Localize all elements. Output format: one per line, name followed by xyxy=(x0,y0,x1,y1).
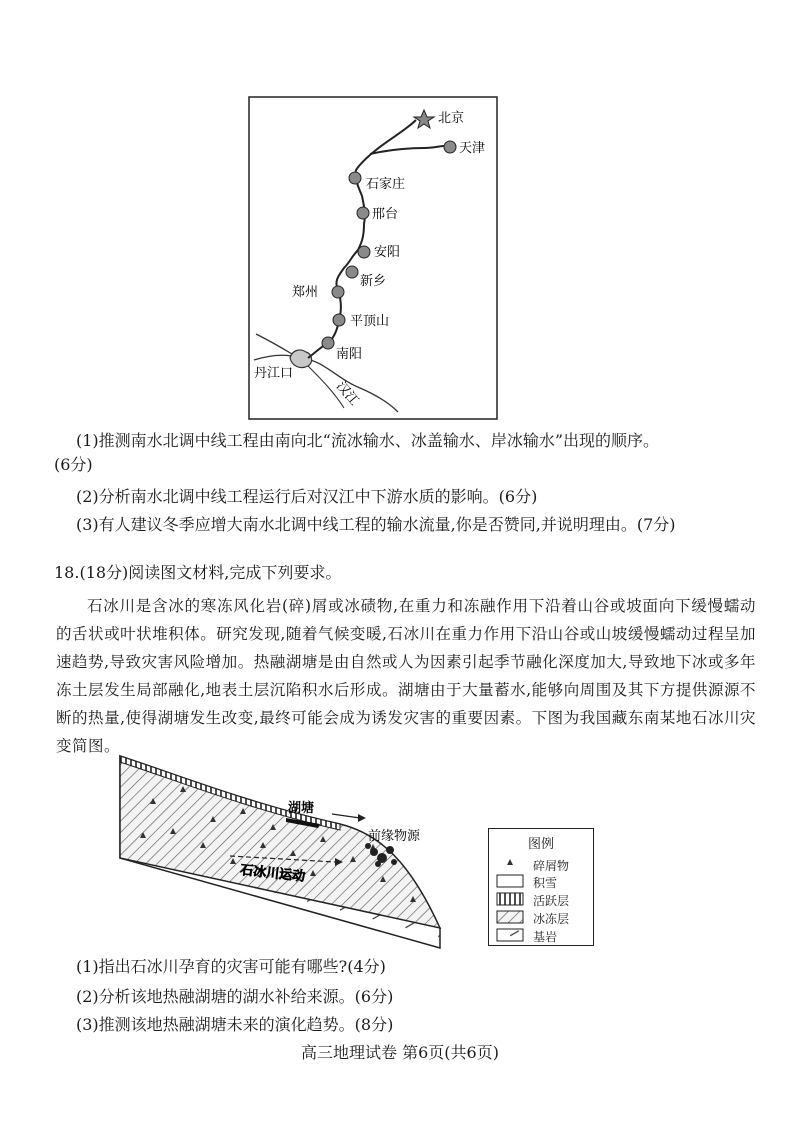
legend-active-icon xyxy=(497,893,523,905)
legend-title: 图例 xyxy=(527,837,554,852)
legend-label-active: 活跃层 xyxy=(533,894,570,908)
zhengzhou-dot xyxy=(332,286,344,298)
q18-part2: (2)分析该地热融湖塘的湖水补给来源。(6分) xyxy=(76,987,394,1006)
legend-label-frozen: 冰冻层 xyxy=(533,912,570,926)
legend-snow-icon xyxy=(497,875,523,887)
anyang-dot xyxy=(358,246,370,258)
q18-header: 18.(18分)阅读图文材料,完成下列要求。 xyxy=(54,563,342,582)
route-map xyxy=(248,96,498,420)
legend-label-snow: 积雪 xyxy=(533,876,558,890)
city-label-nanyang: 南阳 xyxy=(336,347,363,362)
label-lake: 湖塘 xyxy=(288,801,315,816)
q17-part3: (3)有人建议冬季应增大南水北调中线工程的输水流量,你是否赞同,并说明理由。(7分) xyxy=(76,515,676,534)
legend-label-bedrock: 基岩 xyxy=(533,930,558,944)
pingdingshan-dot xyxy=(333,314,345,326)
label-front-source: 前缘物源 xyxy=(368,829,421,844)
nanyang-dot xyxy=(322,337,334,349)
legend-bedrock-icon xyxy=(497,929,523,941)
legend-label-debris: 碎屑物 xyxy=(533,859,570,873)
label-motion: 石冰川运动 xyxy=(239,863,306,885)
q18-material: 石冰川是含冰的寒冻风化岩(碎)屑或冰碛物,在重力和冻融作用下沿着山谷或坡面向下缓慢蠕动的舌状或叶状堆积体。研究发现,随着气候变暖,石冰川在重力作用下沿山谷或山坡缓慢蠕动过程呈加速趋势,导致灾害风险增加。热融湖塘是由自然或人为因素引起季节融化深度加大,导致地下冰或多年冻土层发生局部融化,地表土层沉陷积水后形成。湖塘由于大量蓄水,能够向周围及其下方提供源源不断的热量,使得湖塘发生改变,最终可能会成为诱发灾害的重要因素。下图为我国藏东南某地石冰川灾变简图。 xyxy=(56,597,756,755)
river-label-hanjiang: 汉江 xyxy=(332,378,362,409)
city-label-xinxiang: 新乡 xyxy=(360,274,387,289)
q17-part1: (1)推测南水北调中线工程由南向北“流冰输水、冰盖输水、岸冰输水”出现的顺序。 xyxy=(76,431,660,450)
legend-frozen-icon xyxy=(497,911,523,923)
city-label-pingdingshan: 平顶山 xyxy=(350,314,390,329)
q17-part2: (2)分析南水北调中线工程运行后对汉江中下游水质的影响。(6分) xyxy=(76,487,538,506)
shijiazhuang-dot xyxy=(349,172,361,184)
xingtai-dot xyxy=(357,207,369,219)
xinxiang-dot xyxy=(346,266,358,278)
page-footer: 高三地理试卷 第6页(共6页) xyxy=(301,1043,499,1062)
legend xyxy=(488,828,594,946)
city-label-tianjin: 天津 xyxy=(459,141,486,156)
city-label-danjiangkou: 丹江口 xyxy=(254,366,294,381)
tianjin-dot xyxy=(444,141,456,153)
city-label-beijing: 北京 xyxy=(438,111,465,126)
q18-part1: (1)指出石冰川孕育的灾害可能有哪些?(4分) xyxy=(76,957,386,976)
q18-part3: (3)推测该地热融湖塘未来的演化趋势。(8分) xyxy=(76,1015,394,1034)
city-label-xingtai: 邢台 xyxy=(372,207,399,222)
city-label-zhengzhou: 郑州 xyxy=(292,285,319,300)
q17-part1-score: (6分) xyxy=(54,455,93,474)
city-label-anyang: 安阳 xyxy=(374,245,401,260)
legend-debris-icon xyxy=(507,859,513,865)
city-label-shijiazhuang: 石家庄 xyxy=(366,177,406,192)
